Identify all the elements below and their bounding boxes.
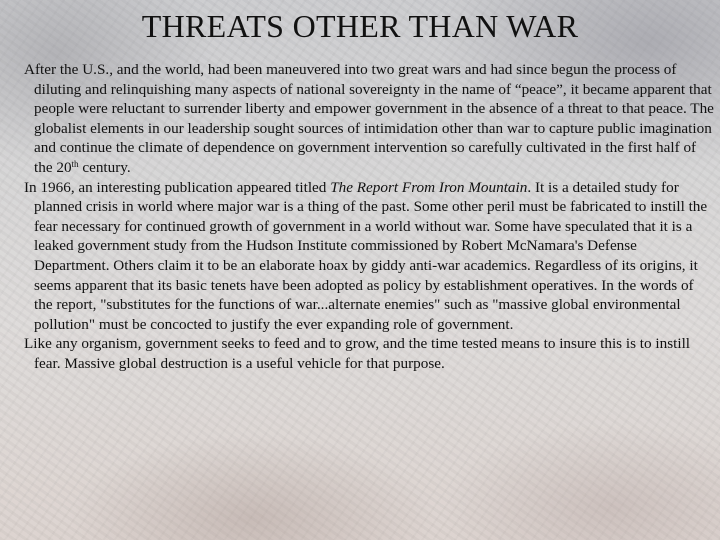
slide-title: THREATS OTHER THAN WAR [141,8,579,44]
report-title-italic: The Report From Iron Mountain [330,178,528,196]
ordinal-superscript: th [71,158,79,169]
paragraph-iron-mountain-report [24,178,714,335]
paragraph-1-text: After the U.S., and the world, had been maneuvered into two great wars and had since begun the process of diluting and relinquishing many aspects of national sovereignty in the name of “peace”, it became apparent that people were reluctant to surrender liberty and empower government in the absence of a threat to that peace. The globalist elements in our leadership sought sources of intimidation other than war to capture public imagination and continue the climate of dependence on government intervention so carefully cultivated in the first half of the 20 [24,61,714,176]
paragraph-1-text-end: century. [78,158,131,176]
paragraph-2-text-end: . It is a detailed study for planned crisis in world where major war is a thing of the past. Some other peril must be fabricated to instill the fear necessary for continued growth of government in a world without war. Some have speculated that it is a leaked government study from the Hudson Institute commissioned by Robert McNamara's Defense Department. Others claim it to be an elaborate hoax by giddy anti-war academics. Regardless of its origins, it seems apparent that its basic tenets have been adopted as policy by establishment operatives. In the words of the report, "substitutes for the functions of war...alternate enemies" such as "massive global environmental pollution" must be concocted to justify the ever expanding role of government. [34,178,708,333]
slide-body [24,60,714,374]
paragraph-postwar-sovereignty [24,60,714,178]
paragraph-2-text: In 1966, an interesting publication appeared titled [24,178,331,196]
paragraph-government-fear [24,334,714,373]
paragraph-3-text: Like any organism, government seeks to feed and to grow, and the time tested means to insure this is to instill fear. Massive global destruction is a useful vehicle for that purpose. [24,335,691,372]
